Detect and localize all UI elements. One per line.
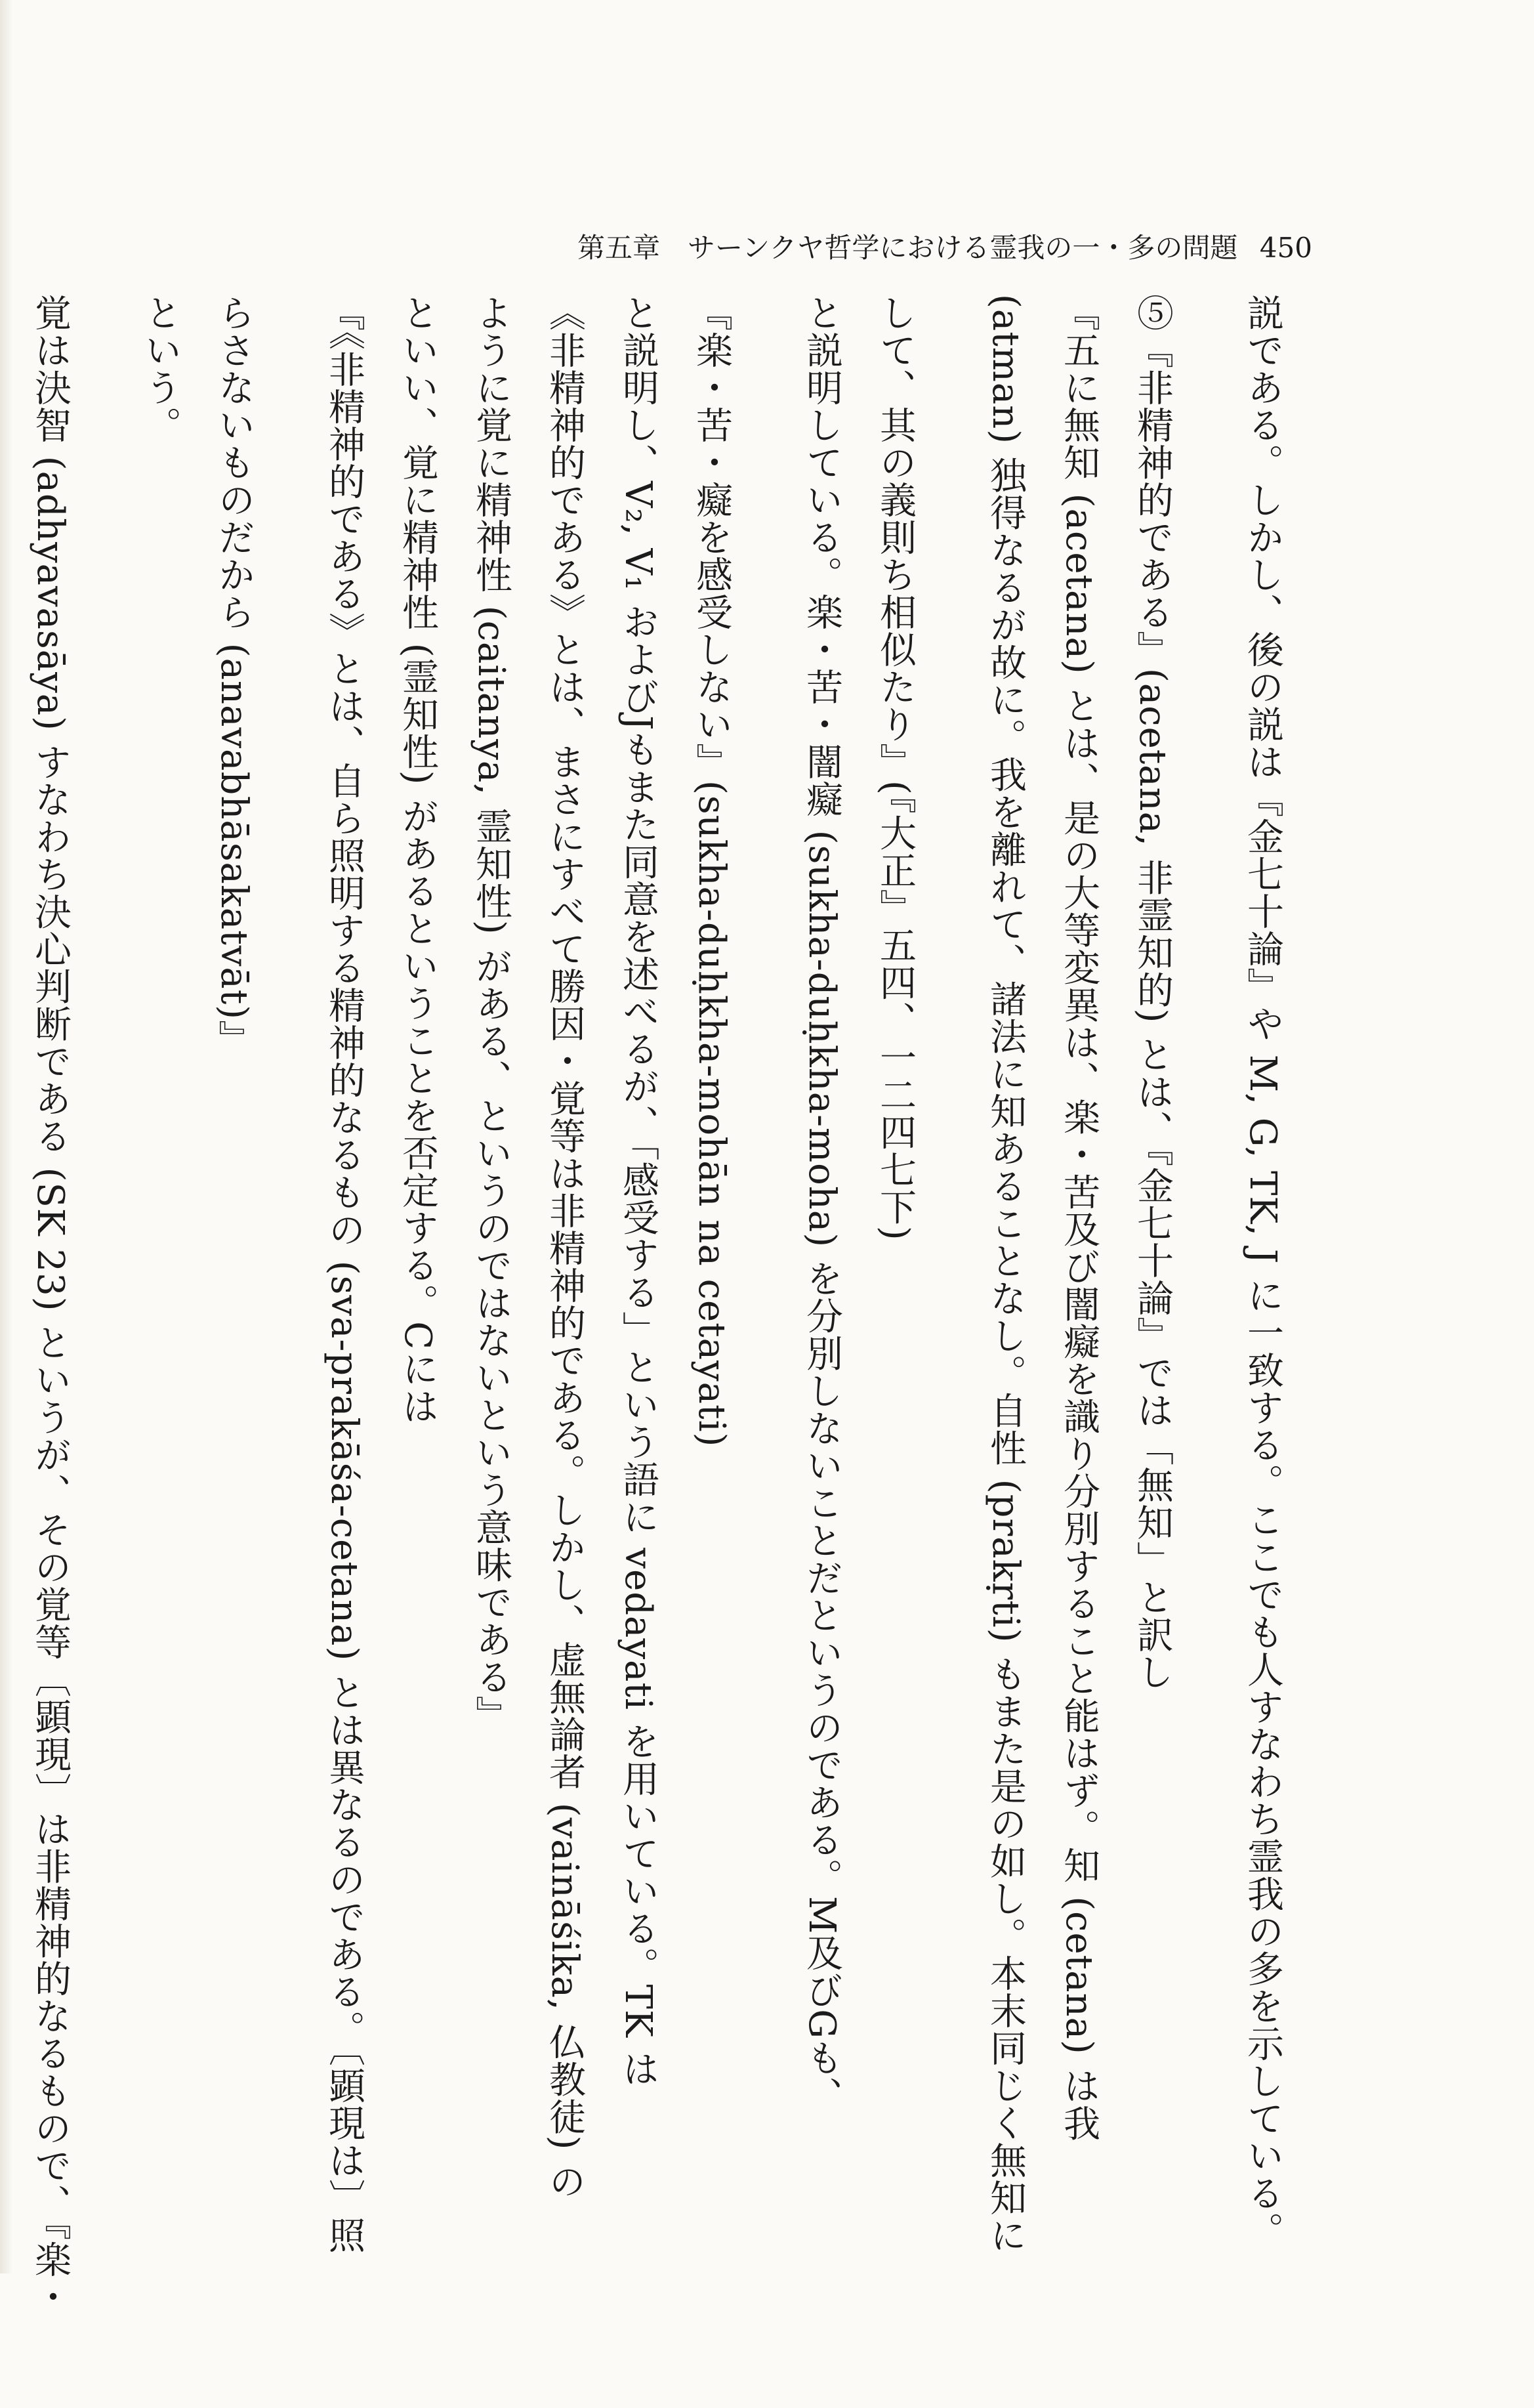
text-line: と説明し、V₂, V₁ およびJもまた同意を述べるが、「感受する」という語に vedayati を用いている。TK は	[617, 294, 659, 2088]
text-line: して、其の義則ち相似たり』(『大正』五四、一二四七下)	[874, 294, 917, 1241]
text-line: といい、覚に精神性 (霊知性) があるということを否定する。Cには	[396, 294, 439, 1426]
body-text	[29, 294, 1299, 2316]
text-line: らさないものだから (anavabhāsakatvāt)』	[213, 294, 255, 1058]
page-number: 450	[1259, 232, 1312, 264]
text-line: ように覚に精神性 (caitanya, 霊知性) がある、というのではないという意味である』	[470, 294, 512, 1733]
text-line: 《非精神的である》とは、まさにすべて勝因・覚等は非精神的である。しかし、虚無論者 (vaināśika, 仏教徒) の	[543, 294, 586, 2201]
chapter-title: 第五章 サーンクヤ哲学における霊我の一・多の問題	[577, 232, 1238, 264]
text-line: 説である。しかし、後の説は『金七十論』や M, G, TK, J に一致する。ここでも人すなわち霊我の多を示している。	[1241, 294, 1284, 2250]
text-line: 『《非精神的である》とは、自ら照明する精神的なるもの (sva-prakāśa-cetana) とは異なるのである。〔顕現は〕照	[323, 294, 365, 2254]
text-line: 『五に無知 (acetana) とは、是の大等変異は、楽・苦及び闇癡を識り分別すること能はず。知 (cetana) は我	[1058, 294, 1100, 2142]
text-line: (atman) 独得なるが故に。我を離れて、諸法に知あることなし。自性 (prakṛti) もまた是の如し。本末同じく無知に	[984, 294, 1027, 2254]
text-line: と説明している。楽・苦・闇癡 (sukha-duḥkha-moha) を分別しないことだというのである。M及びGも、	[800, 294, 843, 2115]
text-line: という。	[139, 294, 182, 444]
text-line: 『楽・苦・癡を感受しない』(sukha-duḥkha-mohān na cetayati)	[690, 294, 733, 1448]
text-line	[0, 294, 13, 2184]
text-line: 覚は決智 (adhyavasāya) すなわち決心判断である (SK 23) というが、その覚等〔顕現〕は非精神的なるもので、『楽・	[29, 294, 72, 2316]
running-header	[577, 228, 1312, 268]
text-line: ⑤『非精神的である』(acetana, 非霊知的) とは、『金七十論』では「無知」と訳し	[1131, 294, 1174, 1691]
